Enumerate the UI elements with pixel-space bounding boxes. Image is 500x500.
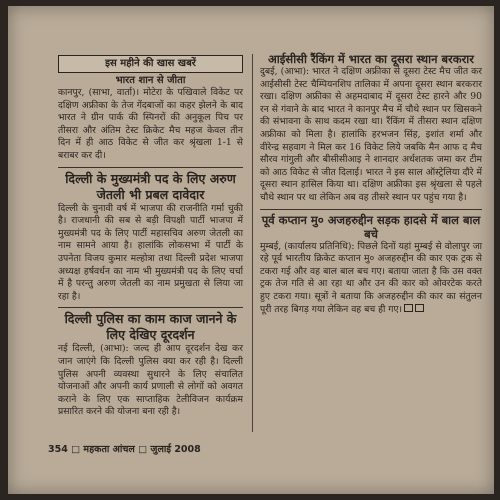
article-title: दिल्ली के मुख्यमंत्री पद के लिए अरुण जेतली भी प्रबल दावेदार xyxy=(65,170,236,202)
end-mark-icon xyxy=(404,304,413,312)
divider xyxy=(260,209,482,210)
article-body xyxy=(260,241,482,317)
divider xyxy=(58,167,243,168)
divider xyxy=(58,307,243,308)
end-mark-icon xyxy=(415,304,424,312)
article-body: कानपुर, (साभा, वार्ता)। मोटेरा के पखिवाले विकेट पर दक्षिण अफ्रीका के तेज गेंदबाजों का कहर झेलने के बाद भारत ने ग्रीन पार्क की स्पिनरों की अनुकूल पिच पर तीसरा और अंतिम टेस्ट क्रिकेट मैच महज केवल तीन दिन में ही आठ विकेट से जीत कर श्रृंखला 1-1 से बराबर कर दी। xyxy=(58,87,243,161)
article-body: दुबई, (आभा): भारत ने दक्षिण अफ्रीका से दूसरा टेस्ट मैच जीत कर आईसीसी टेस्ट चैम्पियनशिप तालिका में अपना दूसरा स्थान बरकरार रखा। दक्षिण अफ्रीका से अहमदाबाद में दूसरा टेस्ट हारने और 90 रन से गंवाने के बाद भारत ने कानपुर मैच में चौथे स्थान पर खिसकने की संभावना के साथ कदम रखा था। रैंकिंग में तीसरा स्थान दक्षिण अफ्रीका को मिला है। हालांकि हरभजन सिंह, इशांत शर्मा और वीरेन्द्र सहवाग ने मिल कर 16 विकेट लिये जबकि मैन आफ द मैच सौरव गांगुली और बीसीसीआइ ने शानदार अर्धशतक जमा कर टीम को आठ विकेट से जीत दिलाई। भारत ने इस साल ऑस्ट्रेलिया दौरे में दूसरा स्थान हासिल किया था। दक्षिण अफ्रीका इस श्रृंखला से पहले चौथे स्थान पर था लेकिन अब वह तीसरे स्थान पर पहुंच गया है। xyxy=(260,66,482,203)
article-title: आईसीसी रैंकिंग में भारत का दूसरा स्थान बरकरार xyxy=(268,52,474,66)
left-column xyxy=(58,74,243,421)
article-body: दिल्ली के चुनावी वर्ष में भाजपा की राजनीति गर्मा चुकी है। राजधानी की सब से बड़ी विपक्षी पार्टी भाजपा में मुख्यमंत्री पद के लिए पार्टी महासचिव अरुण जेतली का नाम सामने आया है। हालांकि लोकसभा में पार्टी के उपनेता विजय कुमार मल्होत्रा तथा दिल्ली प्रदेश भाजपा अध्यक्ष हर्षवर्धन का नाम भी मुख्यमंत्री पद के लिए चर्चा में है परन्तु अरुण जेतली का नाम प्रमुखता से लिया जा रहा है। xyxy=(58,202,243,302)
article-body: नई दिल्ली, (आभा): जल्द ही आप दूरदर्शन देख कर जान जाएंगे कि दिल्ली पुलिस क्या कर रही है। दिल्ली पुलिस अपनी व्यवस्था सुधारने के लिए संचालित योजनाओं और अपनी कार्य प्रणाली से लोगों को अवगत कराने के लिए एक साप्ताहिक टेलीविजन कार्यक्रम प्रसारित करने की योजना बना रही है। xyxy=(58,343,243,418)
article-title: दिल्ली पुलिस का काम काज जानने के लिए देखिए दूरदर्शन xyxy=(64,311,237,343)
article-title: भारत शान से जीता xyxy=(115,75,186,86)
article-title: पूर्व कप्तान मु० अजहरुद्दीन सड़क हादसे में बाल बाल बचे xyxy=(261,212,481,241)
magazine-page xyxy=(8,6,494,494)
article-body-text: मुम्बई, (कार्यालय प्रतिनिधि): पिछले दिनों यहां मुम्बई से वोलापुर जा रहे पूर्व भारतीय क्रिकेट कप्तान मु० अजहरुद्दीन की कार एक ट्रक से टकरा गई और वह बाल बाल बच गए। बताया जाता है कि उस वक्त ट्रक तेज गति से आ रहा था और उन की कार को ओवरटेक करते हुए टकरा गया। सूत्रों ने बताया कि अजहरुद्दीन की कार का संतुलन पूरी तरह बिगड़ गया लेकिन वह बच ही गए। xyxy=(260,240,482,315)
column-divider xyxy=(252,54,253,432)
right-column xyxy=(260,52,482,318)
section-header: इस महीने की खास खबरें xyxy=(58,55,243,73)
page-footer: 354 □ महकता आंचल □ जुलाई 2008 xyxy=(48,444,201,455)
